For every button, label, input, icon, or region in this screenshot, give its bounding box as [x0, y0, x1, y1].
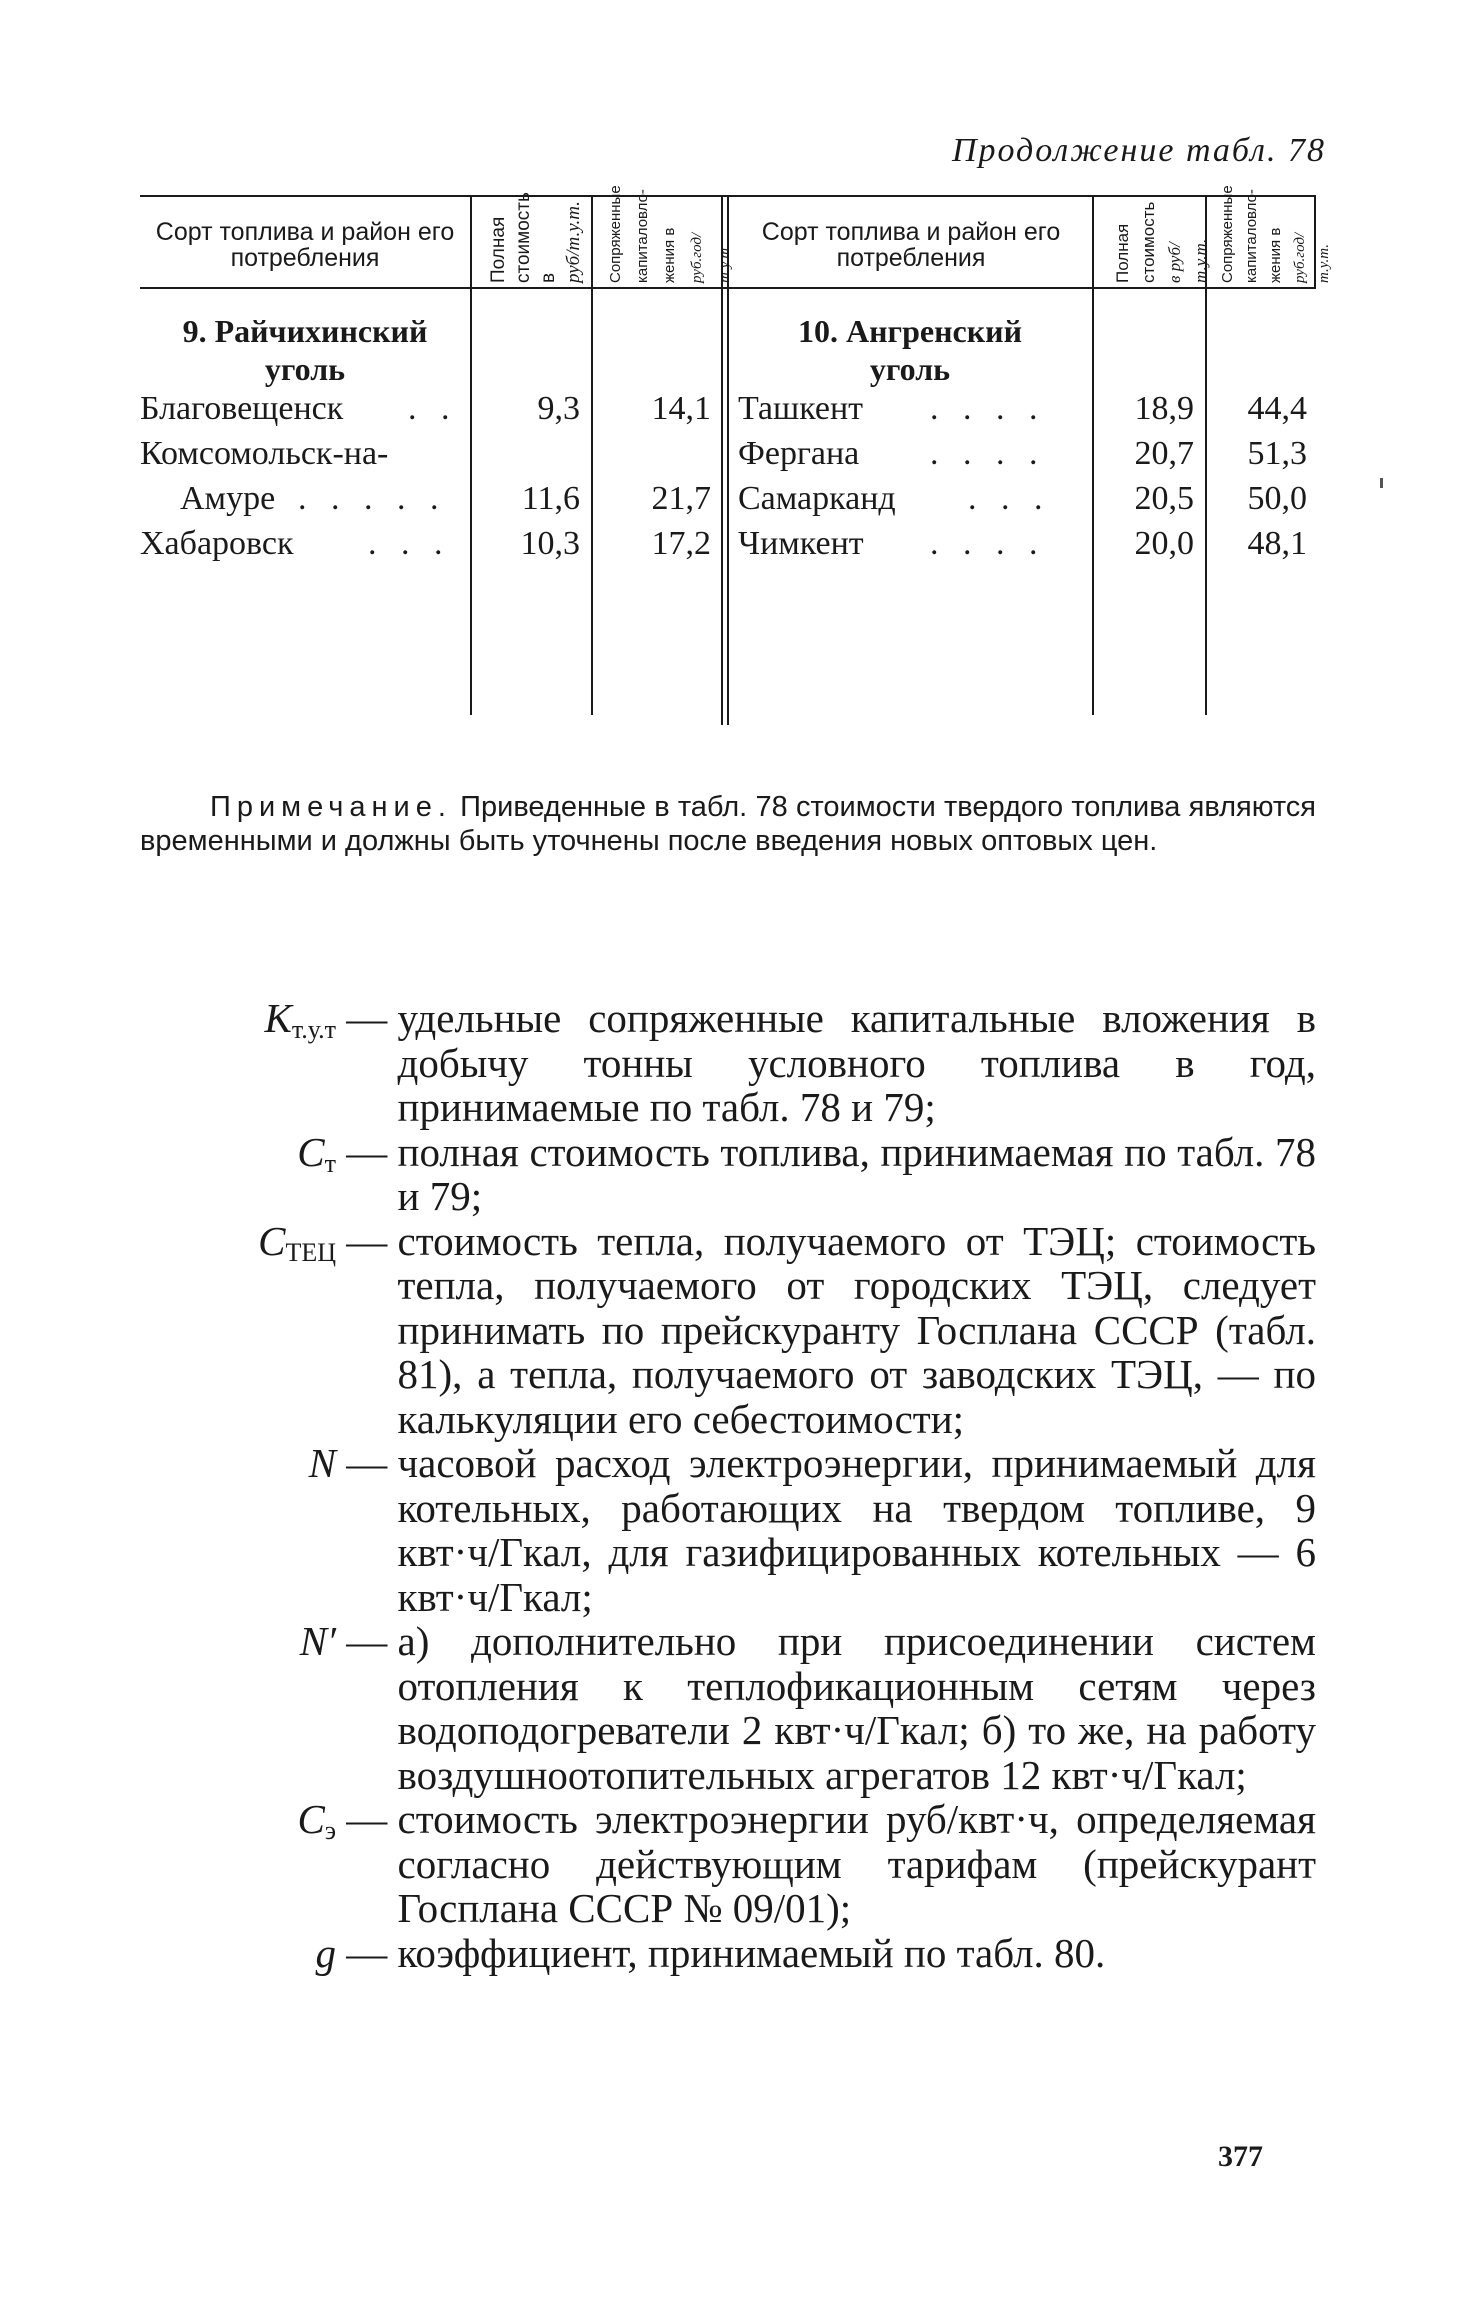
definition-dash: — [336, 995, 398, 1041]
header-fuel-region-left: Сорт топлива и район его потребления [155, 218, 455, 272]
header-full-cost-right: Полная стоимость в руб/т.у.т. [1113, 201, 1210, 283]
table-cell-cost: 18,9 [1134, 390, 1194, 427]
table-note [140, 790, 1316, 858]
definition-c-tec [140, 1219, 1316, 1442]
definition-symbol: N′ [299, 1618, 336, 1664]
header-capital-right: Сопряженные капиталовло- жения в руб.год/т.у.т. [1219, 185, 1332, 283]
definition-symbol: g [315, 1929, 336, 1976]
page-number: 377 [1218, 2140, 1263, 2173]
table-row-name: Благовещенск [140, 390, 344, 427]
section-angren-coal: 10. Ангренский уголь [797, 313, 1023, 387]
definition-c-t [140, 1130, 1316, 1219]
definition-text: часовой расход электроэнергии, принимаемый для котельных, работающих на твердом топливе, 9 квт·ч/Гкал, для газифицированных котельных — 6 квт·ч/Гкал; [397, 1440, 1316, 1620]
definition-text: полная стоимость топлива, принимаемая по табл. 78 и 79; [397, 1128, 1316, 1219]
definition-n-prime [140, 1619, 1316, 1797]
definition-g [140, 1931, 1316, 1988]
table-cell-cost: 20,7 [1134, 435, 1194, 472]
definition-dash: — [336, 1796, 398, 1842]
table-continuation-caption: Продолжение табл. 78 [951, 132, 1326, 169]
table-cell-capital: 48,1 [1247, 525, 1307, 562]
table-row-name: Амуре [180, 480, 276, 517]
definition-dash: — [336, 1929, 398, 1976]
table-cell-cost: 9,3 [537, 390, 580, 427]
table-row-name: Хабаровск [140, 525, 294, 562]
definition-k-tut [140, 996, 1316, 1130]
definition-symbol: $C_{ТЕЦ}$ [258, 1217, 336, 1267]
col-divider [470, 195, 472, 715]
table-row-dots: . . . [368, 525, 451, 562]
table-cell-capital: 17,2 [651, 525, 711, 562]
table-cell-capital: 50,0 [1247, 480, 1307, 517]
definition-text: а) дополнительно при присоединении систем отопления к теплофикационным сетям через водоподогреватели 2 квт·ч/Гкал; б) то же, на работу воздушноотопительных агрегатов 12 квт·ч/Гкал; [397, 1618, 1316, 1798]
definition-dash: — [336, 1128, 398, 1175]
table-cell-cost: 20,5 [1134, 480, 1194, 517]
table-row-name: Комсомольск-на- [140, 435, 389, 472]
table-row-dots: . . . . . [298, 480, 447, 517]
col-divider [591, 195, 593, 715]
table-cell-cost: 10,3 [520, 525, 580, 562]
definition-symbol: $C_т$ [297, 1128, 336, 1178]
scan-speck [1380, 478, 1383, 488]
table-cell-capital: 14,1 [651, 390, 711, 427]
table-cell-capital: 21,7 [651, 480, 711, 517]
table-row-name: Самарканд [738, 480, 896, 517]
definition-dash: — [336, 1618, 398, 1664]
definition-symbol: $K_{т.у.т}$ [264, 995, 336, 1044]
table-row-name: Фергана [738, 435, 860, 472]
table-row-dots: . . . . [930, 435, 1046, 472]
definition-text: стоимость тепла, получаемого от ТЭЦ; стоимость тепла, получаемого от городских ТЭЦ, следует принимать по прейскуранту Госплана СССР (табл. 81), а тепла, получаемого от заводских ТЭЦ, — по калькуляции его себестоимости; [397, 1217, 1316, 1442]
table-cell-cost: 11,6 [521, 480, 580, 517]
definition-n [140, 1441, 1316, 1619]
section-raichikhinsk-coal: 9. Райчихинский уголь [182, 313, 428, 387]
fuel-cost-table [140, 185, 1332, 755]
definition-text: коэффициент, принимаемый по табл. 80. [397, 1929, 1106, 1976]
definition-c-e [140, 1797, 1316, 1931]
table-cell-capital: 44,4 [1247, 390, 1307, 427]
definition-dash: — [336, 1440, 398, 1486]
table-row-dots: . . [408, 390, 458, 427]
header-full-cost-left: Полная стоимость в руб/т.у.т. [488, 192, 584, 283]
header-capital-left: Сопряженные капиталовло- жения в руб.год/т.у.т. [607, 185, 733, 283]
definition-text: стоимость электроэнергии руб/квт·ч, определяемая согласно действующим тарифам (прейскурант Госплана СССР № 09/01); [397, 1796, 1316, 1931]
note-label: Примечание. [210, 791, 452, 823]
table-cell-capital: 51,3 [1247, 435, 1307, 472]
header-fuel-region-right: Сорт топлива и район его потребления [761, 218, 1061, 272]
definition-dash: — [336, 1217, 398, 1264]
definition-text: удельные сопряженные капитальные вложения в добычу тонны условного топлива в год, принимаемые по табл. 78 и 79; [397, 995, 1316, 1130]
table-row-dots: . . . . [930, 525, 1046, 562]
note-text: Приведенные в табл. 78 стоимости твердого топлива являются временными и должны быть уточнены после введения новых оптовых цен. [140, 791, 1317, 857]
table-row-dots: . . . . [930, 390, 1046, 427]
table-row-name: Чимкент [738, 525, 864, 562]
formula-definitions [140, 996, 1316, 1987]
table-cell-cost: 20,0 [1134, 525, 1194, 562]
definition-symbol: $C_э$ [297, 1796, 336, 1845]
table-row-dots: . . . [968, 480, 1051, 517]
table-row-name: Ташкент [738, 390, 864, 427]
definition-symbol: N [308, 1440, 336, 1486]
